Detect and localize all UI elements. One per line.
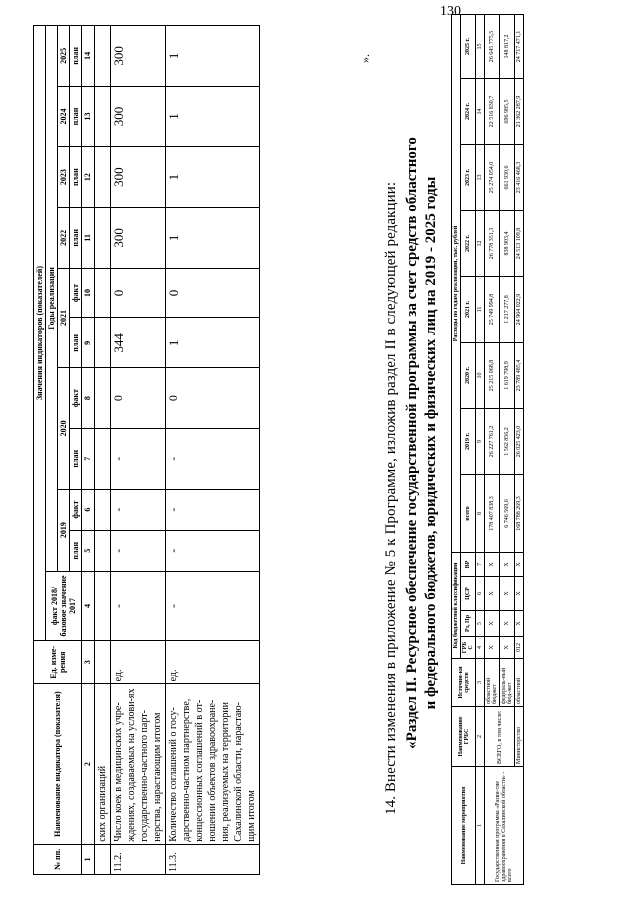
amount-cell: 24 513 109,8 [515, 210, 524, 276]
continuation-row [95, 26, 111, 875]
section-heading-line: и федерального бюджетов, юридических и физических лиц на 2019 - 2025 годы [423, 176, 439, 710]
col-number: 1 [82, 844, 95, 874]
fact-header: факт [70, 489, 82, 530]
grbs-total: ВСЕГО, в том числе: [485, 707, 515, 767]
col-number: 7 [476, 552, 485, 576]
item-14-text: 14. Внести изменения в приложение № 5 к Программе, изложив раздел II в следующей редакции: [383, 181, 399, 815]
value-cell: - [166, 489, 260, 530]
col-number: 12 [82, 147, 95, 208]
amount-cell: 1 217 277,8 [500, 276, 515, 342]
value-cell: 344 [111, 318, 166, 368]
indicators-table [33, 25, 260, 875]
budget-code-header: Код бюджетной классификации [452, 552, 461, 658]
amount-cell: 1 619 798,9 [500, 342, 515, 408]
value-cell: 1 [166, 207, 260, 268]
value-cell: 0 [111, 268, 166, 318]
value-cell: - [111, 428, 166, 489]
col-number: 6 [476, 577, 485, 611]
col-number: 1 [476, 767, 485, 885]
value-cell: - [111, 571, 166, 640]
col-name-header: Наименование индикатора (показателя) [34, 684, 82, 844]
year-header: 2025 г. [461, 14, 476, 78]
col-number: 6 [82, 489, 95, 530]
col-source-header: Источни-ки средств [452, 659, 476, 707]
grbs-header: ГРБ С [461, 637, 476, 659]
col-number: 14 [82, 26, 95, 87]
table-row [515, 14, 524, 884]
amount-cell: 696 985,5 [500, 78, 515, 144]
col-number: 11 [476, 276, 485, 342]
col-number: 9 [476, 408, 485, 474]
value-cell: - [111, 489, 166, 530]
value-cell: - [166, 530, 260, 571]
code-cell: X [515, 577, 524, 611]
fact-header: факт [70, 268, 82, 318]
value-cell: 0 [166, 368, 260, 429]
col-number: 8 [82, 368, 95, 429]
value-cell: 1 [166, 86, 260, 147]
code-cell: X [500, 552, 515, 576]
code-cell: X [485, 577, 500, 611]
amount-cell: 22 516 830,7 [485, 78, 500, 144]
source-cell: федераль-ный бюд-жет [500, 659, 515, 707]
amount-cell: 1 562 856,2 [500, 408, 515, 474]
grbs-name-cell: Министерство [515, 707, 524, 767]
col-number: 4 [476, 637, 485, 659]
col-number: 13 [476, 144, 485, 210]
year-header: 2024 г. [461, 78, 476, 144]
code-cell: X [485, 637, 500, 659]
year-header: 2021 г. [461, 276, 476, 342]
column-number-row [476, 14, 485, 884]
year-2023-header: 2023 [58, 147, 70, 208]
value-cell: 1 [166, 26, 260, 87]
amount-cell: 24 964 022,9 [515, 276, 524, 342]
year-2022-header: 2022 [58, 207, 70, 268]
col-number: 2 [82, 684, 95, 844]
col-number: 5 [82, 530, 95, 571]
amount-cell: 148 817,2 [500, 14, 515, 78]
values-group-header: Значения индикаторов (показателей) [34, 26, 46, 641]
code-cell: 012 [515, 637, 524, 659]
plan-header: план [70, 26, 82, 87]
col-number: 13 [82, 86, 95, 147]
col-number: 15 [476, 14, 485, 78]
amount-cell: 6 746 569,6 [500, 474, 515, 552]
amount-cell: 168 788 269,3 [515, 474, 524, 552]
col-number: 10 [476, 342, 485, 408]
amount-cell: 21 362 287,9 [515, 78, 524, 144]
year-header: 2023 г. [461, 144, 476, 210]
value-cell: 0 [166, 268, 260, 318]
amount-cell: 178 407 838,3 [485, 474, 500, 552]
column-number-row [82, 26, 95, 875]
code-cell: X [515, 611, 524, 637]
unit-cell: ед. [111, 641, 166, 684]
csr-header: ЦСР [461, 577, 476, 611]
source-cell: областной [515, 659, 524, 707]
value-cell: 300 [111, 86, 166, 147]
value-cell: 300 [111, 147, 166, 208]
amount-cell: 25 274 054,0 [485, 144, 500, 210]
code-cell: X [485, 611, 500, 637]
value-cell: 1 [166, 147, 260, 208]
code-cell: X [500, 577, 515, 611]
year-2024-header: 2024 [58, 86, 70, 147]
source-cell: областной бюджет [485, 659, 500, 707]
value-cell: - [166, 571, 260, 640]
col-no-header: № пп. [34, 844, 82, 874]
year-2019-header: 2019 [58, 489, 70, 571]
program-name: Государственная программа «Разви-тие здравоохранения в Сахалинской области» - всего [485, 767, 524, 885]
unit-cell: ед. [166, 641, 260, 684]
col-number: 8 [476, 474, 485, 552]
col-number: 7 [82, 428, 95, 489]
section-heading [403, 83, 441, 803]
year-header: 2020 г. [461, 342, 476, 408]
expenses-header: Расходы по годам реализации, тыс. рублей [452, 14, 461, 552]
plan-header: план [70, 530, 82, 571]
amount-cell: 25 749 994,8 [485, 276, 500, 342]
closing-quote: ». [358, 54, 372, 63]
table-row [166, 26, 260, 875]
table-row [111, 26, 166, 875]
col-number: 11 [82, 207, 95, 268]
year-header: 2019 г. [461, 408, 476, 474]
rzpr-header: Рз, Пр [461, 611, 476, 637]
value-cell: - [111, 530, 166, 571]
col-number: 3 [82, 641, 95, 684]
value-cell: 300 [111, 207, 166, 268]
amount-cell: 838 903,4 [500, 210, 515, 276]
table-row [485, 14, 500, 884]
amount-cell: 23 789 485,4 [515, 342, 524, 408]
amount-cell: 26 227 761,2 [485, 408, 500, 474]
indicator-name: Число коек в медицинских учре-ждениях, создаваемых на услови-ях государственно-частного парт-нерства, нарастающим итогом [111, 684, 166, 844]
plan-header: план [70, 207, 82, 268]
value-cell: 0 [111, 368, 166, 429]
plan-header: план [70, 318, 82, 368]
year-header: 2022 г. [461, 210, 476, 276]
continuation-text: ских организаций [95, 684, 111, 844]
amount-cell: 23 416 468,3 [515, 144, 524, 210]
col-number: 9 [82, 318, 95, 368]
plan-header: план [70, 428, 82, 489]
col-number: 3 [476, 659, 485, 707]
resources-table [451, 14, 524, 885]
amount-cell: 26 025 423,0 [515, 408, 524, 474]
code-cell: X [500, 637, 515, 659]
indicator-name: Количество соглашений о госу-дарственно-частном партнерстве, концессионных соглашений в от-ношении объектов здравоохране-ния, реализуемых на территории Сахалинской области, нарастаю-щим итогом [166, 684, 260, 844]
amount-cell: 26 645 775,5 [485, 14, 500, 78]
col-grbs-name-header: Наименование ГРБС [452, 707, 476, 767]
value-cell: - [166, 428, 260, 489]
year-2021-header: 2021 [58, 268, 70, 368]
col-unit-header: Ед. изме-рения [34, 641, 82, 684]
amount-cell: 25 215 068,8 [485, 342, 500, 408]
year-2025-header: 2025 [58, 26, 70, 87]
code-cell: X [500, 611, 515, 637]
col-number: 5 [476, 611, 485, 637]
section-heading-line: «Раздел II. Ресурсное обеспечение государственной программы за счет средств областного [404, 137, 420, 749]
col-number: 10 [82, 268, 95, 318]
col-number: 2 [476, 707, 485, 767]
amount-cell: 24 717 471,1 [515, 14, 524, 78]
col-number: 14 [476, 78, 485, 144]
code-cell: X [515, 552, 524, 576]
page-number: 130 [440, 4, 461, 19]
col-fact2018-header: факт 2018/базовое значение 2017 [46, 571, 82, 640]
code-cell: X [485, 552, 500, 576]
value-cell: 300 [111, 26, 166, 87]
plan-header: план [70, 86, 82, 147]
total-header: всего [461, 474, 476, 552]
value-cell: 1 [166, 318, 260, 368]
fact-header: факт [70, 368, 82, 429]
amount-cell: 661 930,6 [500, 144, 515, 210]
col-number: 12 [476, 210, 485, 276]
plan-header: план [70, 147, 82, 208]
years-group-header: Годы реализации [46, 26, 58, 572]
col-measure-header: Наименование мероприятия [452, 767, 476, 885]
vr-header: ВР [461, 552, 476, 576]
year-2020-header: 2020 [58, 368, 70, 489]
col-number: 4 [82, 571, 95, 640]
row-number: 11.2. [111, 844, 166, 874]
amount-cell: 26 778 351,3 [485, 210, 500, 276]
row-number: 11.3. [166, 844, 260, 874]
